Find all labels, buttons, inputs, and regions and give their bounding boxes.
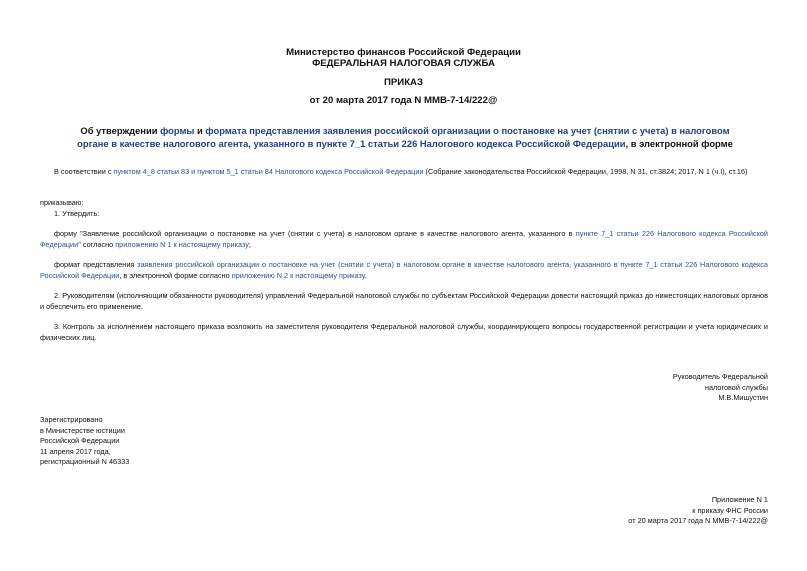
item-1: 1. Утвердить: [54,209,100,218]
form-text: " согласно [78,239,116,249]
signature-block [560,372,768,404]
doc-title [70,124,740,150]
form-paragraph [40,229,768,250]
registration-number: регистрационный N 46333 [40,457,130,466]
ministry-name: Министерство финансов Российской Федерации [286,47,521,58]
format-link-application[interactable]: заявления российской организации о постановке на учет (снятии с учета) в налоговом органе в качестве налогового агента, указанного в пункте 7_1 статьи 226 Налогового кодекса Российской Федерации [40,260,768,280]
signature-position: Руководитель Федеральной [672,372,768,381]
item-2: 2. Руководителям (исполняющим обязанности руководителя) управлений Федеральной налоговой службы по субъектам Российской Федерации довести настоящий приказ до нижестоящих налоговых органов и обеспечить его применение. [40,291,768,311]
title-text: , в электронной форме [625,138,733,149]
registration-line: Российской Федерации [40,436,120,445]
registration-line: в Министерстве юстиции [40,425,125,435]
title-text: и [194,125,206,136]
intro-paragraph [54,167,774,178]
signature-name: М.В.Мишустин [718,393,768,402]
title-link-format[interactable]: формата представления заявления российской организации о постановке на учет (снятии с учета) в налоговом органе в качестве налогового агента, указанного в пункте 7_1 статьи 226 Налогового кодекса Российской Федерации [77,125,730,149]
appendix-ref: к приказу ФНС России [692,505,768,515]
appendix-block [560,495,768,527]
signature-service: налоговой службы [704,382,768,392]
form-link-article[interactable]: пункте 7_1 статьи 226 Налогового кодекса Российской Федерации [40,229,768,249]
format-paragraph [40,260,768,281]
item-3: 3. Контроль за исполнением настоящего приказа возложить на заместителя руководителя Федеральной налоговой службы, координирующего вопросы государственной регистрации и учета юридических и физических лиц. [40,322,768,342]
form-text: форму "Заявление российской организации о постановке на учет (снятии с учета) в налоговом органе в качестве налогового агента, указанного в [54,229,576,238]
appendix-title: Приложение N 1 [711,495,768,504]
intro-link-tax-code[interactable]: пунктом 4_8 статьи 83 и пунктом 5_1 статьи 84 Налогового кодекса Российской Федерации [113,167,424,176]
format-text: формат представления [54,260,138,269]
registration-block [40,415,240,468]
format-text: . [364,270,367,280]
form-text: ; [248,239,251,249]
form-link-appendix-1[interactable]: приложению N 1 к настоящему приказу [115,239,249,249]
doc-date-number: от 20 марта 2017 года N ММВ-7-14/222@ [309,95,498,106]
registration-line: Зарегистрировано [40,415,103,424]
orders-text: приказываю: [40,198,84,207]
title-link-form[interactable]: формы [160,125,195,136]
appendix-date: от 20 марта 2017 года N ММВ-7-14/222@ [628,516,768,525]
format-link-appendix-2[interactable]: приложению N 2 к настоящему приказу [231,270,365,280]
registration-date: 11 апреля 2017 года, [40,446,111,456]
format-text: , в электронной форме согласно [119,270,232,280]
intro-text: (Собрание законодательства Российской Федерации, 1998, N 31, ст.3824; 2017, N 1 (ч.I), ст.16) [423,167,748,176]
title-text: Об утверждении [80,125,161,136]
service-name: ФЕДЕРАЛЬНАЯ НАЛОГОВАЯ СЛУЖБА [312,58,495,69]
intro-text: В соответствии с [54,167,114,176]
doc-type: ПРИКАЗ [384,77,423,88]
